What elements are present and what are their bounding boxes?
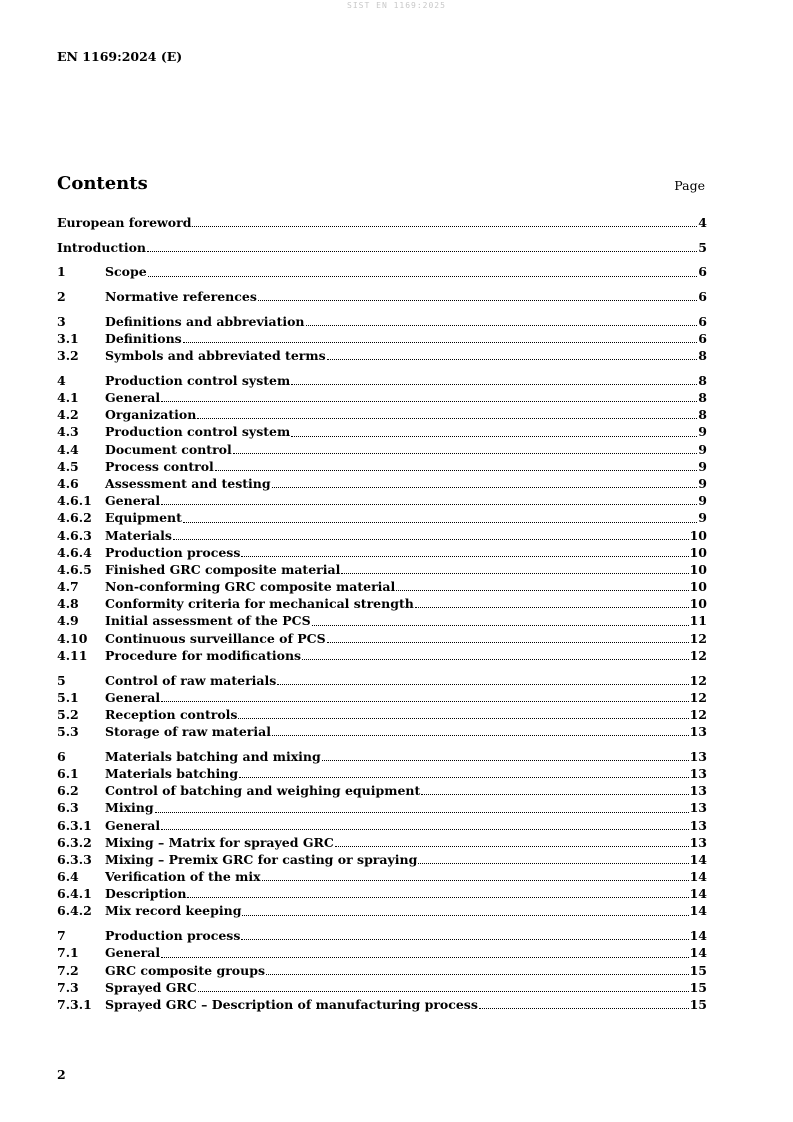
toc-entry[interactable]: [57, 441, 707, 458]
toc-entry-title[interactable]: Document control: [105, 441, 232, 457]
toc-entry[interactable]: [57, 612, 707, 629]
toc-entry-page[interactable]: 13: [689, 765, 707, 781]
toc-entry[interactable]: [57, 782, 707, 799]
dot-leader: [302, 659, 689, 660]
dot-leader: [327, 642, 689, 643]
dot-leader: [187, 897, 688, 898]
dot-leader: [291, 436, 697, 437]
toc-entry[interactable]: [57, 561, 707, 578]
toc-entry[interactable]: [57, 578, 707, 595]
toc-section-group: [57, 239, 707, 256]
toc-entry-title[interactable]: General: [105, 817, 161, 833]
toc-entry-title[interactable]: General: [105, 689, 161, 705]
toc-entry[interactable]: [57, 885, 707, 902]
toc-entry-title[interactable]: Mixing – Matrix for sprayed GRC: [105, 834, 334, 850]
toc-entry-page[interactable]: 8: [698, 372, 707, 388]
toc-entry-number: 4.9: [57, 613, 79, 629]
dot-leader: [421, 794, 688, 795]
toc-entry[interactable]: [57, 834, 707, 851]
toc-entry-page[interactable]: 9: [698, 510, 707, 526]
toc-entry-title[interactable]: Description: [105, 886, 187, 902]
toc-entry-title[interactable]: Mix record keeping: [105, 903, 242, 919]
toc-entry-number: 4.6: [57, 475, 79, 491]
toc-entry-title[interactable]: Organization: [105, 407, 197, 423]
dot-leader: [148, 276, 698, 277]
dot-leader: [479, 1008, 689, 1009]
dot-leader: [238, 718, 688, 719]
toc-entry-page[interactable]: 10: [689, 561, 707, 577]
toc-entry-title[interactable]: Reception controls: [105, 706, 238, 722]
toc-entry-title[interactable]: Materials batching: [105, 765, 239, 781]
toc-entry-title[interactable]: Finished GRC composite material: [105, 561, 341, 577]
toc-entry-number: 6.4.1: [57, 886, 92, 902]
toc-entry-page[interactable]: 8: [698, 407, 707, 423]
toc-entry-page[interactable]: 13: [689, 724, 707, 740]
toc-entry-title[interactable]: General: [105, 390, 161, 405]
toc-entry[interactable]: [57, 723, 707, 740]
dot-leader: [272, 735, 689, 736]
toc-section-group: [57, 672, 707, 741]
dot-leader: [341, 573, 688, 574]
toc-entry[interactable]: [57, 630, 707, 647]
dot-leader: [242, 915, 688, 916]
toc-entry-title[interactable]: Normative references: [105, 289, 257, 305]
toc-entry-number: 7.1: [57, 945, 79, 961]
toc-entry-page[interactable]: 10: [689, 544, 707, 560]
toc-entry-page[interactable]: 12: [689, 706, 707, 722]
toc-entry-number: 7.3: [57, 979, 79, 995]
toc-entry-number: 4.3: [57, 424, 79, 440]
toc-entry-number: 7.2: [57, 962, 79, 978]
toc-entry[interactable]: [57, 979, 707, 996]
toc-entry-title[interactable]: Scope: [105, 264, 147, 280]
toc-entry-number: 6.4: [57, 869, 79, 885]
toc-entry[interactable]: [57, 406, 707, 423]
toc-entry-page[interactable]: 13: [689, 800, 707, 816]
toc-entry-number: 3.1: [57, 330, 79, 346]
toc-entry[interactable]: [57, 689, 707, 706]
toc-entry[interactable]: [57, 672, 707, 689]
contents-heading: Contents: [57, 173, 148, 194]
toc-entry-number: 4.6.2: [57, 510, 92, 526]
toc-entry-page[interactable]: 8: [698, 348, 707, 364]
toc-entry-title[interactable]: Storage of raw material: [105, 724, 271, 740]
toc-entry-page[interactable]: 13: [689, 783, 707, 799]
toc-entry-title[interactable]: Symbols and abbreviated terms: [105, 348, 326, 364]
dot-leader: [241, 939, 688, 940]
toc-entry[interactable]: [57, 817, 707, 834]
dot-leader: [272, 487, 698, 488]
toc-entry-page[interactable]: 12: [689, 630, 707, 646]
toc-entry[interactable]: [57, 799, 707, 816]
toc-entry-number: 4.6.1: [57, 493, 92, 509]
toc-entry-title[interactable]: Procedure for modifications: [105, 647, 302, 663]
document-id: EN 1169:2024 (E): [57, 49, 183, 64]
toc-entry-page[interactable]: 12: [689, 647, 707, 663]
toc-entry[interactable]: [57, 996, 707, 1013]
toc-entry[interactable]: [57, 944, 707, 961]
toc-section-group: [57, 263, 707, 280]
dot-leader: [197, 418, 697, 419]
toc-entry-title[interactable]: Materials: [105, 527, 172, 543]
toc-entry-title[interactable]: Mixing – Premix GRC for casting or spraying: [105, 851, 418, 867]
toc-entry-number: 6.3.3: [57, 851, 92, 867]
dot-leader: [147, 251, 697, 252]
toc-entry-page[interactable]: 14: [689, 851, 707, 867]
toc-entry[interactable]: [57, 330, 707, 347]
toc-entry-title[interactable]: Production process: [105, 544, 241, 560]
dot-leader: [258, 300, 697, 301]
watermark-text: SIST EN 1169:2025: [347, 1, 446, 10]
dot-leader: [233, 453, 698, 454]
toc-entry[interactable]: [57, 372, 707, 389]
toc-entry[interactable]: [57, 868, 707, 885]
toc-entry-title[interactable]: Materials batching and mixing: [105, 748, 321, 764]
dot-leader: [312, 625, 689, 626]
toc-entry[interactable]: [57, 509, 707, 526]
toc-entry-page[interactable]: 11: [689, 613, 707, 629]
dot-leader: [161, 957, 688, 958]
toc-entry-page[interactable]: 14: [689, 903, 707, 919]
page-number: 2: [57, 1067, 66, 1082]
toc-entry-page[interactable]: 9: [698, 441, 707, 457]
toc-entry-number: 6.2: [57, 783, 79, 799]
toc-entry-number: 4.5: [57, 458, 79, 474]
toc-entry-title[interactable]: European foreword: [57, 215, 192, 230]
toc-entry-page[interactable]: 13: [689, 817, 707, 833]
dot-leader: [322, 760, 689, 761]
toc-entry-number: 5.3: [57, 724, 79, 740]
dot-leader: [396, 590, 688, 591]
toc-entry[interactable]: [57, 902, 707, 919]
toc-entry-number: 7.3.1: [57, 996, 92, 1012]
toc-entry-page[interactable]: 14: [689, 945, 707, 961]
toc-entry[interactable]: [57, 706, 707, 723]
dot-leader: [161, 701, 688, 702]
toc-entry-page[interactable]: 12: [689, 672, 707, 688]
toc-entry-number: 4.6.3: [57, 527, 92, 543]
toc-entry-page[interactable]: 6: [698, 313, 707, 329]
toc-entry-title[interactable]: Non-conforming GRC composite material: [105, 579, 396, 595]
toc-section-group: [57, 927, 707, 1013]
toc-entry-title[interactable]: General: [105, 945, 161, 961]
toc-entry-number: 3.2: [57, 348, 79, 364]
toc-entry-number: 4: [57, 372, 66, 388]
toc-entry-title[interactable]: Control of batching and weighing equipment: [105, 783, 421, 799]
dot-leader: [306, 325, 698, 326]
toc-entry-page[interactable]: 15: [689, 979, 707, 995]
toc-entry[interactable]: [57, 527, 707, 544]
toc-entry[interactable]: [57, 962, 707, 979]
toc-entry-page[interactable]: 9: [698, 458, 707, 474]
toc-entry-title[interactable]: GRC composite groups: [105, 962, 266, 978]
toc-entry-title[interactable]: Mixing: [105, 800, 154, 816]
dot-leader: [277, 684, 688, 685]
toc-entry[interactable]: [57, 544, 707, 561]
toc-entry-number: 6.3: [57, 800, 79, 816]
dot-leader: [266, 974, 689, 975]
toc-entry-title[interactable]: Continuous surveillance of PCS: [105, 630, 326, 646]
toc-entry-number: 1: [57, 264, 66, 280]
toc-entry-title[interactable]: Control of raw materials: [105, 672, 277, 688]
dot-leader: [415, 607, 689, 608]
dot-leader: [327, 359, 698, 360]
toc-entry-number: 6.1: [57, 765, 79, 781]
toc-entry[interactable]: [57, 748, 707, 765]
dot-leader: [173, 539, 689, 540]
toc-entry[interactable]: [57, 313, 707, 330]
toc-entry-page[interactable]: 13: [689, 834, 707, 850]
toc-entry[interactable]: [57, 389, 707, 406]
toc-entry[interactable]: [57, 851, 707, 868]
toc-entry-page[interactable]: 15: [689, 996, 707, 1012]
dot-leader: [155, 812, 689, 813]
toc-entry-number: 4.1: [57, 390, 79, 405]
toc-entry-page[interactable]: 15: [689, 962, 707, 978]
table-of-contents: [57, 214, 707, 1021]
toc-entry-title[interactable]: Sprayed GRC – Description of manufacturing process: [105, 996, 478, 1012]
toc-entry-page[interactable]: 14: [689, 869, 707, 885]
toc-entry-page[interactable]: 13: [689, 748, 707, 764]
toc-section-group: [57, 214, 707, 231]
dot-leader: [192, 226, 697, 227]
toc-entry-page[interactable]: 9: [698, 475, 707, 491]
dot-leader: [161, 829, 688, 830]
toc-entry-title[interactable]: Assessment and testing: [105, 475, 271, 491]
toc-entry-number: 4.11: [57, 647, 88, 663]
toc-entry-number: 3: [57, 313, 66, 329]
toc-entry-page[interactable]: 14: [689, 928, 707, 944]
toc-entry-page[interactable]: 5: [698, 239, 707, 255]
toc-entry[interactable]: [57, 475, 707, 492]
toc-entry-page[interactable]: 6: [698, 289, 707, 305]
toc-entry-page[interactable]: 9: [698, 493, 707, 509]
toc-entry[interactable]: [57, 595, 707, 612]
toc-entry[interactable]: [57, 927, 707, 944]
toc-section-group: [57, 748, 707, 920]
toc-entry-number: 4.7: [57, 579, 79, 595]
toc-entry-title[interactable]: Conformity criteria for mechanical strength: [105, 596, 414, 612]
toc-entry-number: 4.8: [57, 596, 79, 612]
dot-leader: [215, 470, 698, 471]
toc-entry[interactable]: [57, 347, 707, 364]
toc-entry[interactable]: [57, 458, 707, 475]
dot-leader: [183, 522, 697, 523]
toc-entry-number: 4.2: [57, 407, 79, 423]
toc-entry-page[interactable]: 14: [689, 886, 707, 902]
toc-entry-page[interactable]: 12: [689, 689, 707, 705]
toc-entry-title[interactable]: Introduction: [57, 239, 147, 255]
toc-entry-number: 5.2: [57, 706, 79, 722]
toc-entry-page[interactable]: 9: [698, 424, 707, 440]
toc-entry-title[interactable]: General: [105, 493, 161, 509]
toc-entry-title[interactable]: Definitions: [105, 330, 182, 346]
toc-entry-page[interactable]: 6: [698, 330, 707, 346]
toc-entry[interactable]: [57, 239, 707, 256]
toc-entry-number: 7: [57, 928, 66, 944]
toc-entry-page[interactable]: 10: [689, 579, 707, 595]
toc-entry-title[interactable]: Verification of the mix: [105, 869, 261, 885]
toc-entry[interactable]: [57, 647, 707, 664]
toc-entry-number: 2: [57, 289, 66, 305]
toc-entry-number: 6.3.2: [57, 834, 92, 850]
toc-entry-number: 5: [57, 672, 66, 688]
toc-entry[interactable]: [57, 492, 707, 509]
toc-entry-title[interactable]: Definitions and abbreviation: [105, 313, 305, 329]
toc-entry[interactable]: [57, 765, 707, 782]
dot-leader: [335, 846, 689, 847]
dot-leader: [198, 991, 689, 992]
toc-entry[interactable]: [57, 263, 707, 280]
toc-entry-title[interactable]: Sprayed GRC: [105, 979, 197, 995]
toc-section-group: [57, 313, 707, 365]
dot-leader: [418, 863, 688, 864]
toc-entry-title[interactable]: Process control: [105, 458, 214, 474]
dot-leader: [291, 384, 697, 385]
toc-entry-title[interactable]: Production control system: [105, 372, 291, 388]
page-column-label: Page: [674, 178, 705, 193]
dot-leader: [183, 342, 698, 343]
dot-leader: [161, 504, 697, 505]
toc-entry-title[interactable]: Production process: [105, 928, 241, 944]
toc-entry[interactable]: [57, 288, 707, 305]
toc-entry[interactable]: [57, 423, 707, 440]
toc-entry-number: 4.10: [57, 630, 88, 646]
toc-entry-page[interactable]: 4: [698, 215, 707, 230]
toc-entry-number: 5.1: [57, 689, 79, 705]
toc-entry-number: 4.6.4: [57, 544, 92, 560]
dot-leader: [241, 556, 688, 557]
toc-entry-title[interactable]: Initial assessment of the PCS: [105, 613, 311, 629]
toc-entry-title[interactable]: Production control system: [105, 424, 291, 440]
toc-section-group: [57, 372, 707, 664]
toc-entry-page[interactable]: 10: [689, 527, 707, 543]
dot-leader: [161, 401, 697, 402]
toc-entry-page[interactable]: 10: [689, 596, 707, 612]
toc-entry-number: 6.3.1: [57, 817, 92, 833]
toc-section-group: [57, 288, 707, 305]
toc-entry-title[interactable]: Equipment: [105, 510, 182, 526]
toc-entry-number: 4.4: [57, 441, 79, 457]
toc-entry-number: 4.6.5: [57, 561, 92, 577]
toc-entry-number: 6.4.2: [57, 903, 92, 919]
toc-entry-page[interactable]: 8: [698, 390, 707, 405]
toc-entry-number: 6: [57, 748, 66, 764]
toc-entry[interactable]: [57, 214, 707, 231]
dot-leader: [239, 777, 688, 778]
dot-leader: [262, 880, 689, 881]
toc-entry-page[interactable]: 6: [698, 264, 707, 280]
